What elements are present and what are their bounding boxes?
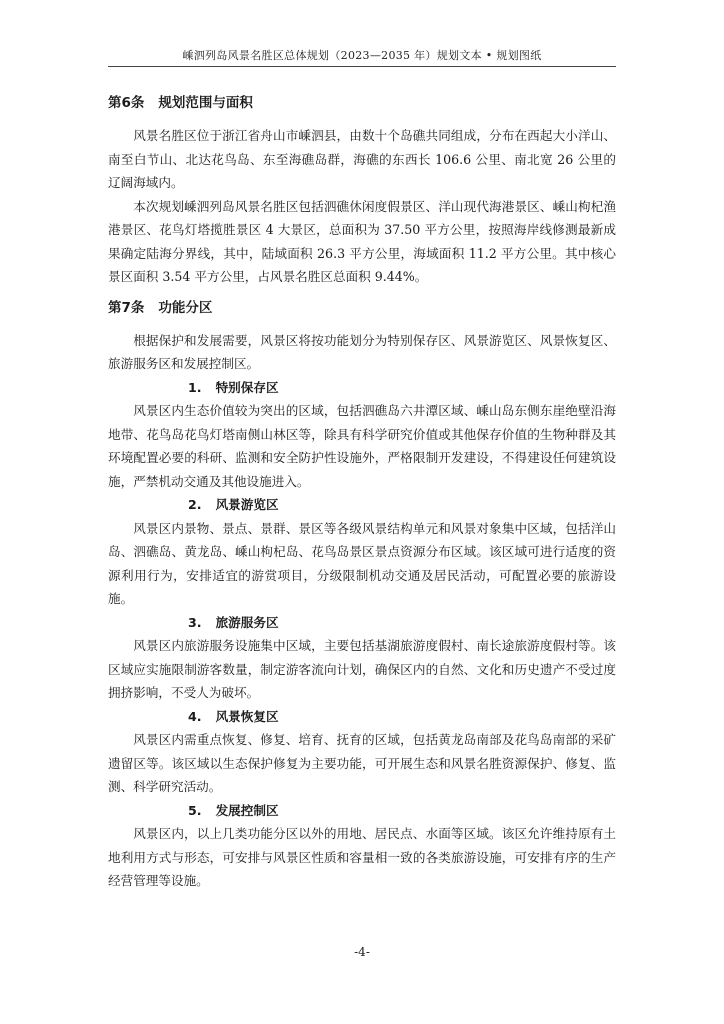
section-4-heading: [108, 705, 616, 729]
section-3-heading: [108, 611, 616, 635]
article-6-heading: [108, 90, 616, 116]
document-body: [108, 90, 616, 893]
section-1-heading: [108, 376, 616, 400]
section-3-title: 旅游服务区: [215, 614, 279, 630]
section-2-heading: [108, 493, 616, 517]
section-3-text: 风景区内旅游服务设施集中区域，主要包括基湖旅游度假村、南长途旅游度假村等。该区域应实施限制游客数量，制定游客流向计划，确保区内的自然、文化和历史遗产不受过度拥挤影响，不受人为破坏。: [108, 638, 616, 700]
section-2-number: 2.: [188, 497, 202, 512]
section-4-text: 风景区内需重点恢复、修复、培育、抚育的区域，包括黄龙岛南部及花鸟岛南部的采矿遗留区等。该区域以生态保护修复为主要功能，可开展生态和风景名胜资源保护、修复、监测、科学研究活动。: [108, 732, 616, 794]
section-1-text: 风景区内生态价值较为突出的区域，包括泗礁岛六井潭区域、嵊山岛东侧东崖绝壁沿海地带、花鸟岛花鸟灯塔南侧山林区等，除具有科学研究价值或其他保存价值的生物种群及其环境配置必要的科研、监测和安全防护性设施外，严格限制开发建设，不得建设任何建筑设施，严禁机动交通及其他设施进入。: [108, 403, 616, 489]
section-4-number: 4.: [188, 708, 202, 724]
article-7-intro: 根据保护和发展需要，风景区将按功能划分为特别保存区、风景游览区、风景恢复区、旅游服务区和发展控制区。: [108, 332, 616, 371]
article-6-number: 第6条: [108, 95, 145, 111]
section-5-text: 风景区内，以上几类功能分区以外的用地、居民点、水面等区域。该区允许维持原有土地利用方式与形态，可安排与风景区性质和容量相一致的各类旅游设施，可安排有序的生产经营管理等设施。: [108, 826, 616, 888]
article-6-paragraph-1: 风景名胜区位于浙江省舟山市嵊泗县，由数十个岛礁共同组成，分布在西起大小洋山、南至白节山、北达花鸟岛、东至海礁岛群，海礁的东西长 106.6 公里、南北宽 26 公里的辽阔海域内。: [108, 128, 616, 190]
article-6-title: 规划范围与面积: [158, 95, 253, 111]
section-5-number: 5.: [188, 802, 202, 818]
article-6-paragraph-2: 本次规划嵊泗列岛风景名胜区包括泗礁休闲度假景区、洋山现代海港景区、嵊山枸杞渔港景区、花鸟灯塔揽胜景区 4 大景区，总面积为 37.50 平方公里，按照海岸线修测最新成果确定陆海分界线，其中，陆域面积 26.3 平方公里，海域面积 11.2 平方公里。其中核心景区面积 3.54 平方公里，占风景名胜区总面积 9.44%。: [108, 198, 616, 284]
section-2-text: 风景区内景物、景点、景群、景区等各级风景结构单元和风景对象集中区域，包括洋山岛、泗礁岛、黄龙岛、嵊山枸杞岛、花鸟岛景区景点资源分布区域。该区域可进行适度的资源利用行为，安排适宜的游赏项目，分级限制机动交通及居民活动，可配置必要的旅游设施。: [108, 520, 616, 606]
running-header: 嵊泗列岛风景名胜区总体规划（2023—2035 年）规划文本 • 规划图纸: [182, 49, 542, 62]
article-7-title: 功能分区: [158, 299, 213, 316]
section-4-title: 风景恢复区: [215, 708, 279, 724]
section-5-title: 发展控制区: [215, 802, 279, 818]
section-2-title: 风景游览区: [215, 497, 279, 512]
section-5-heading: [108, 799, 616, 823]
section-1-title: 特别保存区: [215, 379, 279, 395]
article-7-number: 第7条: [108, 299, 145, 316]
section-3-number: 3.: [188, 614, 202, 630]
header-rule: [108, 66, 616, 67]
page-number: -4-: [354, 945, 370, 959]
section-1-number: 1.: [188, 379, 202, 395]
article-7-heading: [108, 295, 616, 321]
